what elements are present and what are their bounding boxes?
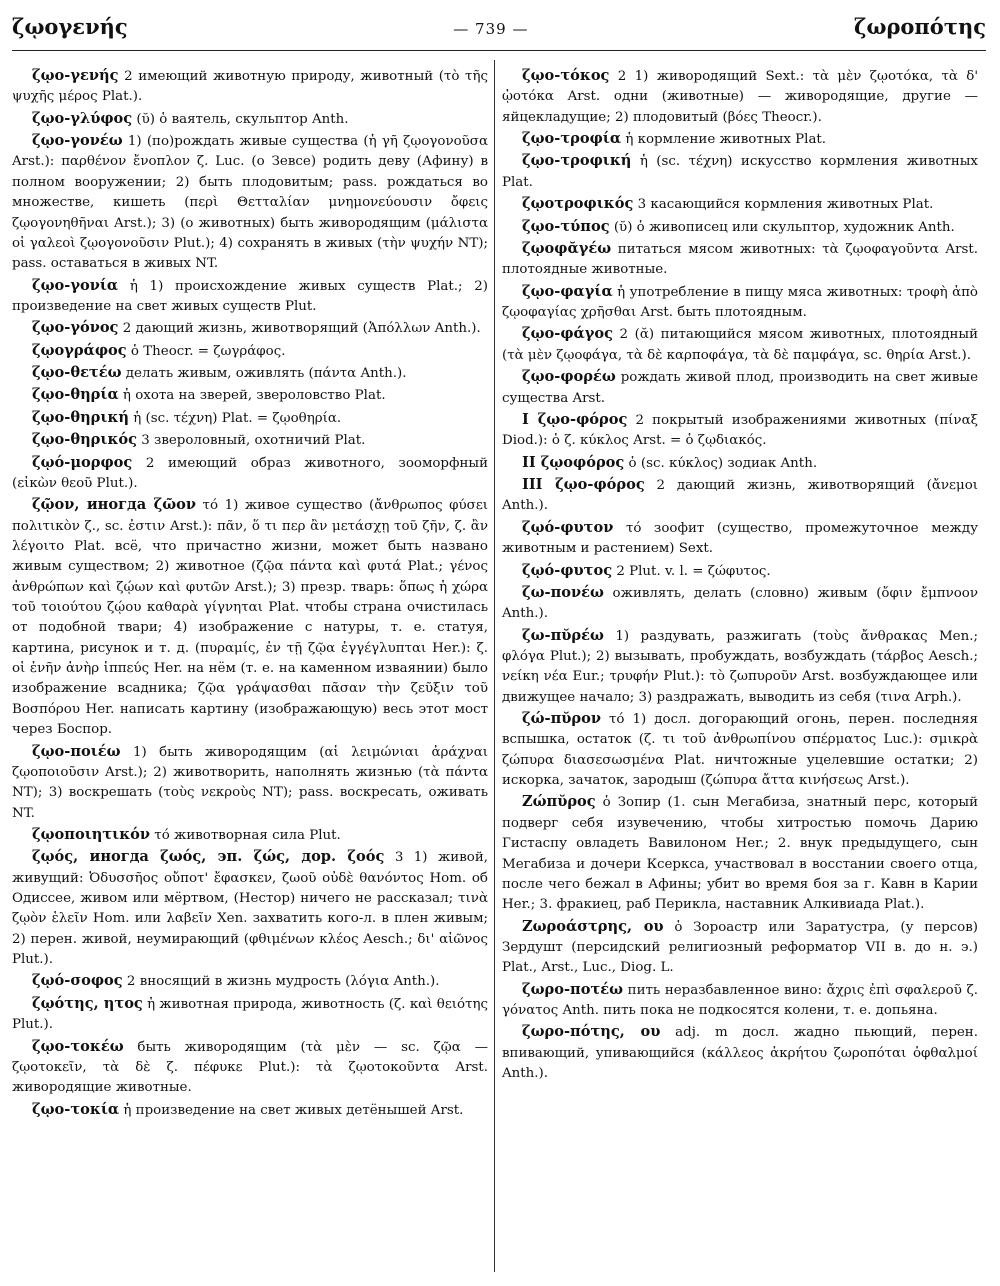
entry-headword: ζῳο-φάγος (522, 325, 614, 343)
right-running-headword: ζωροπότης (854, 14, 986, 39)
entry-definition: 2 1) живородящий Sext.: τὰ μὲν ζῳοτόκα, τὰ δ' ᾠοτόκα Arst. одни (животные) — живородящие, другие — яйцекладущие; 2) плодовитый (βόες Theocr.). (502, 69, 978, 125)
dictionary-entry (12, 495, 488, 740)
dictionary-entry (12, 363, 488, 384)
entry-headword: ζωρο-ποτέω (522, 980, 624, 998)
entry-definition: 1) (по)рождать живые существа (ἡ γῆ ζῳογονοῦσα Arst.): παρθένον ἔνοπλον ζ. Luc. (о Зевсе) родить деву (Афину) в полном вооружении; 2) быть плодовитым; pass. рождаться во множестве, кишеть (περὶ Θετταλίαν μνημονεύουσιν ὄφεις ζῳογονηθῆναι Arst.); 3) (о животных) быть живородящим (μάλιστα οἱ γαλεοὶ ζῳογονοῦσιν Plut.); 4) сохранять в живых (τὴν ψυχήν NT); pass. оставаться в живых NT. (12, 134, 488, 272)
left-column (12, 66, 488, 1121)
dictionary-entry (12, 109, 488, 130)
dictionary-entry (12, 430, 488, 451)
header-rule (12, 50, 986, 51)
dictionary-entry (502, 626, 978, 708)
entry-definition: 2 имеющий животную природу, животный (τὸ τῆς ψυχῆς μέρος Plat.). (12, 69, 488, 105)
entry-definition: ἡ произведение на свет живых детёнышей Arst. (119, 1102, 464, 1118)
entry-headword: ζῳο-ποιέω (32, 742, 121, 760)
entry-headword: ζῳο-γλύφος (32, 109, 133, 127)
dictionary-entry (502, 410, 978, 452)
entry-definition: 2 (ᾰ) питающийся мясом животных, плотоядный (τὰ μὲν ζῳοφάγα, τὰ δὲ καρποφάγα, τὰ δὲ παμφάγα, sc. θηρία Arst.). (502, 327, 978, 363)
dictionary-entry (502, 709, 978, 791)
entry-definition: (ῠ) ὁ живописец или скульптор, художник Anth. (609, 219, 955, 235)
entry-definition: 2 вносящий в жизнь мудрость (λόγια Anth.). (122, 974, 440, 990)
entry-definition: adj. m досл. жадно пьющий, перен. впивающий, упивающийся (κάλλεος ἀκρήτου ζωροπόται ὀφθαλμοί Anth.). (502, 1025, 978, 1082)
entry-definition: (ῠ) ὁ ваятель, скульптор Anth. (132, 111, 349, 127)
entry-definition: τό зоофит (существо, промежуточное между животным и растением) Sext. (502, 520, 978, 557)
column-divider (494, 60, 495, 1272)
dictionary-entry (12, 66, 488, 108)
dictionary-entry (502, 367, 978, 409)
dictionary-entry (502, 194, 978, 215)
page-number: — 739 — (453, 20, 529, 38)
entry-headword: Ζωροάστρης, ου (522, 917, 664, 935)
entry-definition: 2 Plut. v. l. = ζώφυτος. (612, 563, 771, 579)
dictionary-entry (12, 1100, 488, 1121)
entry-headword: ζῳο-φαγία (522, 282, 613, 300)
entry-headword: ζῳός, иногда ζωός, эп. ζώς, дор. ζοός (32, 848, 385, 866)
entry-headword: ζῳο-τύπος (522, 217, 610, 235)
entry-headword: I ζῳο-φόρος (522, 410, 628, 428)
entry-definition: пить неразбавленное вино: ἄχρις ἐπὶ σφαλεροῦ ζ. γόνατος Anth. пить пока не подкосятся колени, т. е. допьяна. (502, 982, 978, 1019)
dictionary-entry (12, 847, 488, 970)
entry-definition: 1) раздувать, разжигать (τοὺς ἄνθρακας Men.; φλόγα Plut.); 2) вызывать, пробуждать, возбуждать (τάρβος Aesch.; νείκη νέα Eur.; τρυφήν Plut.): τὸ ζωπυροῦν Arst. возбуждающее или движущее начало; 3) раздражать, выводить из себя (τινα Arph.). (502, 628, 978, 705)
dictionary-entry (502, 980, 978, 1022)
entry-definition: ἡ употребление в пищу мяса животных: τροφὴ ἀπὸ ζῳοφαγίας χρῆσθαι Arst. быть плотоядным. (502, 284, 978, 321)
entry-headword: II ζῳοφόρος (522, 453, 625, 471)
entry-definition: рождать живой плод, производить на свет живые существа Arst. (502, 370, 978, 406)
entry-headword: ζῳότης, ητος (32, 994, 143, 1012)
entry-headword: ζῳο-θηρία (32, 386, 119, 404)
entry-headword: ζῳό-φυτον (522, 518, 614, 536)
dictionary-entry (502, 917, 978, 979)
dictionary-entry (502, 792, 978, 915)
entry-headword: ζῳοφᾰγέω (522, 239, 612, 257)
dictionary-entry (502, 217, 978, 238)
dictionary-entry (12, 318, 488, 339)
dictionary-entry (12, 131, 488, 274)
entry-headword: ζωρο-πότης, ου (522, 1023, 661, 1041)
dictionary-entry (502, 518, 978, 560)
entry-headword: ζω-πονέω (522, 583, 604, 601)
entry-headword: ζῳο-τροφική (522, 152, 632, 170)
entry-headword: ζῳο-φορέω (522, 368, 616, 386)
dictionary-entry (502, 151, 978, 193)
dictionary-entry (502, 239, 978, 281)
entry-headword: ζῳο-θηρική (32, 408, 129, 426)
dictionary-entry (12, 341, 488, 362)
entry-definition: питаться мясом животных: τὰ ζῳοφαγοῦντα Arst. плотоядные животные. (502, 241, 978, 278)
entry-headword: ζῳοτροφικός (522, 195, 634, 213)
entry-headword: ζῳο-θετέω (32, 364, 122, 382)
entry-definition: 2 покрытый изображениями животных (πίναξ Diod.): ὁ ζ. κύκλος Arst. = ὁ ζῳδιακός. (502, 412, 978, 449)
entry-definition: τό 1) досл. догорающий огонь, перен. последняя вспышка, остаток (ζ. τι τοῦ ἀνθρωπίνου σπέρματος Luc.): σμικρὰ ζώπυρα διασεσωσμένα Plat. ничтожные уцелевшие остатки; 2) искорка, зачаток, зародыш (ζώπυρα ἄττα κινήσεως Arst.). (502, 712, 978, 789)
entry-headword: ζώ-πῠρον (522, 710, 601, 728)
entry-headword: ζῳο-γόνος (32, 319, 119, 337)
left-running-headword: ζῳογενής (12, 14, 128, 39)
entry-headword: ζῳό-φυτος (522, 561, 613, 579)
entry-definition: 3 1) живой, живущий: Ὀδυσσῆος οὔποτ' ἔφασκεν, ζωοῦ οὐδὲ θανόντος Hom. об Одиссее, живом или мёртвом, (Нестор) ничего не рассказал; τινὰ ζῳὸν ἑλεῖν Hom. или λαβεῖν Xen. захватить кого-л. в плен живым; 2) перен. живой, неумирающий (φθιμένων κλέος Aesch.; δι' αἰῶνος Plut.). (12, 850, 489, 968)
entry-definition: ὁ Зороастр или Заратустра, (у персов) Зердушт (персидский религиозный реформатор VII в. до н. э.) Plat., Arst., Luc., Diog. L. (502, 919, 978, 976)
dictionary-entry (12, 408, 488, 429)
entry-headword: ζῳό-σοφος (32, 972, 123, 990)
entry-headword: ζω-πῠρέω (522, 626, 604, 644)
entry-headword: III ζῳο-φόρος (522, 476, 645, 494)
entry-headword: ζῳογράφος (32, 341, 127, 359)
dictionary-entry (502, 561, 978, 582)
entry-definition: ἡ (sc. τέχνη) Plat. = ζῳοθηρία. (129, 410, 342, 426)
entry-definition: делать живым, оживлять (πάντα Anth.). (121, 366, 407, 382)
entry-headword: ζῳοποιητικόν (32, 825, 151, 843)
dictionary-entry (502, 324, 978, 366)
dictionary-entry (12, 385, 488, 406)
entry-definition: ὁ Зопир (1. сын Мегабиза, знатный перс, который подверг себя изувечению, чтобы хитростью помочь Дарию Гистаспу овладеть Вавилоном Her.; 2. внук предыдущего, сын Мегабиза и дочери Ксеркса, участвовал в восстании своего отца, после чего бежал в Афины; убит во время боя за г. Кавн в Карии Her.; 3. фракиец, раб Перикла, наставник Алкивиада Plat.). (502, 795, 978, 913)
entry-definition: 2 дающий жизнь, животворящий (ἄνεμοι Anth.). (502, 478, 979, 514)
entry-headword: ζῳο-τοκία (32, 1100, 120, 1118)
entry-headword: ζῳο-τροφία (522, 130, 622, 148)
entry-definition: 2 дающий жизнь, животворящий (Ἀπόλλων Anth.). (118, 321, 481, 337)
page-header (12, 14, 986, 44)
entry-definition: ἡ 1) происхождение живых существ Plat.; 2) произведение на свет живых существ Plut. (12, 278, 488, 314)
entry-definition: 3 звероловный, охотничий Plat. (137, 433, 366, 449)
entry-definition: оживлять, делать (словно) живым (ὄφιν ἔμπνοον Anth.). (502, 585, 978, 622)
entry-headword: ζῳο-γονία (32, 276, 119, 294)
entry-headword: Ζώπῠρος (522, 793, 596, 811)
entry-definition: 3 касающийся кормления животных Plat. (633, 197, 934, 213)
entry-definition: 2 имеющий образ животного, зооморфный (εἰκὼν θεοῦ Plut.). (12, 455, 488, 491)
dictionary-entry (12, 276, 488, 318)
dictionary-entry (502, 66, 978, 128)
dictionary-entry (12, 1037, 488, 1099)
dictionary-entry (12, 453, 488, 495)
entry-headword: ζῳο-τόκος (522, 67, 610, 84)
entry-definition: быть живородящим (τὰ μὲν — sc. ζῷα — ζῳοτοκεῖν, τὰ δὲ ζ. πέφυκε Plut.): τὰ ζῳοτοκοῦντα Arst. живородящие животные. (12, 1039, 488, 1096)
entry-headword: ζῳο-γονέω (32, 132, 123, 150)
entry-definition: ἡ кормление животных Plat. (621, 132, 827, 148)
entry-definition: τό животворная сила Plut. (150, 827, 341, 843)
dictionary-entry (502, 583, 978, 625)
dictionary-entry (12, 742, 488, 824)
dictionary-entry (502, 129, 978, 150)
entry-headword: ζῳό-μορφος (32, 453, 133, 471)
entry-headword: ζῳο-γενής (32, 67, 119, 84)
entry-definition: ἡ охота на зверей, звероловство Plat. (118, 388, 386, 404)
dictionary-entry (502, 282, 978, 324)
entry-definition: ἡ (sc. τέχνη) искусство кормления животных Plat. (502, 154, 978, 190)
dictionary-entry (502, 1022, 978, 1084)
entry-headword: ζῷον, иногда ζῶον (32, 496, 196, 514)
entry-definition: ὁ (sc. κύκλος) зодиак Anth. (624, 455, 818, 471)
dictionary-entry (12, 825, 488, 846)
entry-definition: ἡ животная природа, животность (ζ. καὶ θειότης Plut.). (12, 996, 488, 1033)
dictionary-entry (502, 453, 978, 474)
dictionary-entry (12, 994, 488, 1036)
entry-headword: ζῳο-τοκέω (32, 1037, 124, 1055)
right-column (502, 66, 978, 1084)
entry-definition: ὁ Theocr. = ζωγράφος. (126, 343, 286, 359)
dictionary-entry (502, 475, 978, 517)
entry-definition: τό 1) живое существо (ἄνθρωπος φύσει πολιτικὸν ζ., sc. ἐστιν Arst.): πᾶν, ὅ τι περ ἂν μετάσχῃ τοῦ ζῆν, ζ. ἂν λέγοιτο Plat. всё, что причастно жизни, может быть названо живым существом; 2) животное (ζῷα πάντα καὶ φυτά Plat.; γένος ἀνθρώπων καὶ ζῴων καὶ φυτῶν Arst.); 3) презр. тварь: ὅπως ἡ χώρα τοῦ τοιούτου ζῴου καθαρὰ γίγνηται Plat. чтобы страна очистилась от подобной твари; 4) изображение с натуры, т. е. статуя, картина, рисунок и т. д. (πυραμίς, ἐν τῇ ζῷα ἐγγέγλυπται Her.): ζ. οἱ ἐνῆν ἀνὴρ ἱππεύς Her. на нём (т. е. на каменном изваянии) было изображение всадника; ζῷα γράψασθαι πᾶσαν τὴν ζεῦξιν τοῦ Βοσπόρου Her. написать картину (изображающую) весь этот мост через Боспор. (12, 498, 489, 738)
entry-headword: ζῳο-θηρικός (32, 431, 137, 449)
entry-definition: 1) быть живородящим (αἱ λειμώνιαι ἀράχναι ζῳοποιοῦσιν Arst.); 2) животворить, наполнять жизнью (τὰ πάντα NT); 3) воскрешать (τοὺς νεκροὺς NT); pass. воскресать, оживать NT. (12, 744, 488, 821)
dictionary-entry (12, 971, 488, 992)
